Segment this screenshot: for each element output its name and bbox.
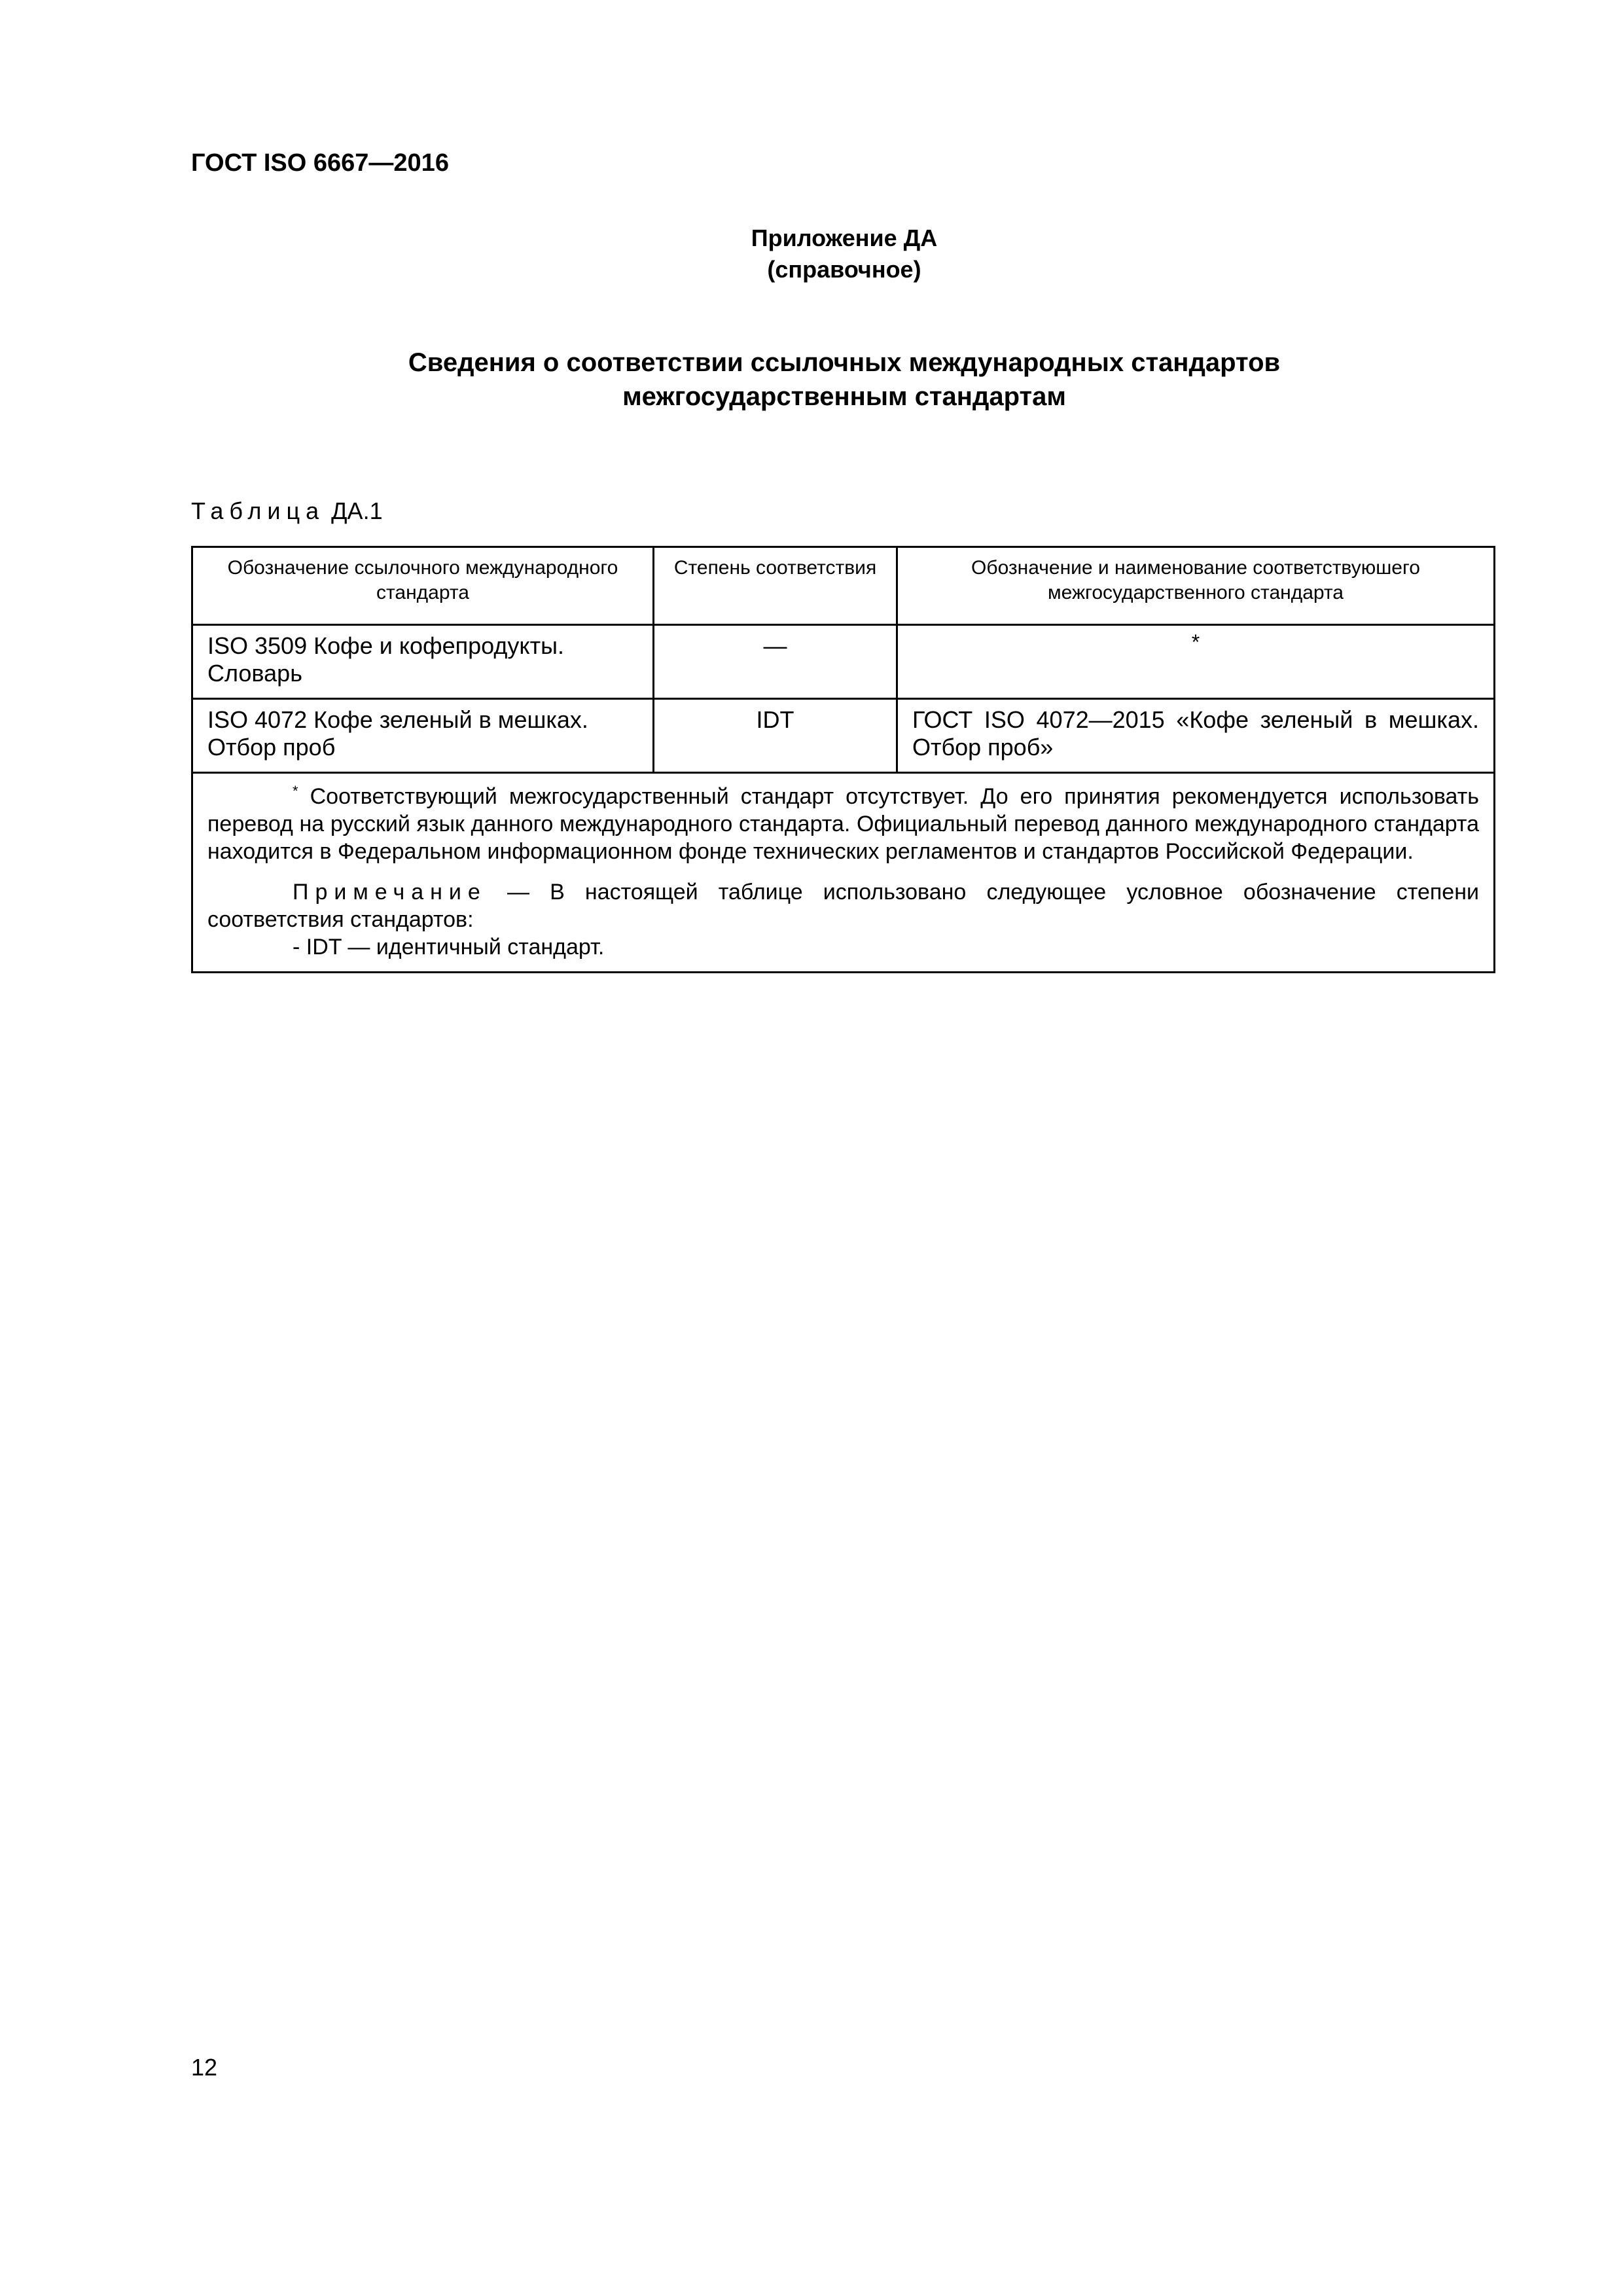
table-header-row bbox=[192, 547, 1495, 625]
appendix-label: Приложение ДА bbox=[751, 224, 938, 251]
footnote bbox=[207, 783, 1479, 865]
table-notes-cell bbox=[192, 773, 1495, 973]
cell-degree: IDT bbox=[654, 699, 897, 773]
appendix-title-line-1: Сведения о соответствии ссылочных международных стандартов bbox=[408, 348, 1281, 377]
header-international-standard: Обозначение ссылочного международного стандарта bbox=[192, 547, 654, 625]
appendix-heading bbox=[0, 223, 1623, 285]
header-degree-of-correspondence: Степень соответствия bbox=[654, 547, 897, 625]
note bbox=[207, 878, 1479, 933]
header-interstate-standard: Обозначение и наименование соответствуюшего межгосударственного стандарта bbox=[897, 547, 1495, 625]
cell-interstate-standard: * bbox=[897, 625, 1495, 699]
table-caption-number: ДА.1 bbox=[331, 497, 383, 524]
footnote-mark: * bbox=[293, 783, 298, 799]
cell-international-standard: ISO 3509 Кофе и кофепродукты. Словарь bbox=[192, 625, 654, 699]
cell-degree: — bbox=[654, 625, 897, 699]
note-text: — В настоящей таблице использовано следующее условное обозначение степени соответствия стандартов: bbox=[207, 880, 1479, 932]
note-item: - IDT — идентичный стандарт. bbox=[293, 935, 605, 960]
appendix-title bbox=[0, 346, 1623, 414]
table-caption bbox=[191, 497, 383, 525]
appendix-title-line-2: межгосударственным стандартам bbox=[622, 382, 1066, 411]
document-id-header: ГОСТ ISO 6667—2016 bbox=[191, 149, 449, 177]
cell-interstate-standard: ГОСТ ISO 4072—2015 «Кофе зеленый в мешках. Отбор проб» bbox=[897, 699, 1495, 773]
cell-international-standard: ISO 4072 Кофе зеленый в мешках. Отбор проб bbox=[192, 699, 654, 773]
table-row bbox=[192, 625, 1495, 699]
correspondence-table bbox=[191, 546, 1495, 973]
footnote-text: Соответствующий межгосударственный стандарт отсутствует. До его принятия рекомендуется использовать перевод на русский язык данного международного стандарта. Официальный перевод данного международного стандарта находится в Федеральном информационном фонде технических регламентов и стандартов Российской Федерации. bbox=[207, 784, 1479, 864]
page-number: 12 bbox=[191, 2054, 218, 2081]
appendix-kind: (справочное) bbox=[767, 256, 921, 283]
table-caption-label: Таблица bbox=[191, 497, 325, 524]
table-notes-row bbox=[192, 773, 1495, 973]
table-row bbox=[192, 699, 1495, 773]
note-label: Примечание bbox=[293, 880, 487, 905]
